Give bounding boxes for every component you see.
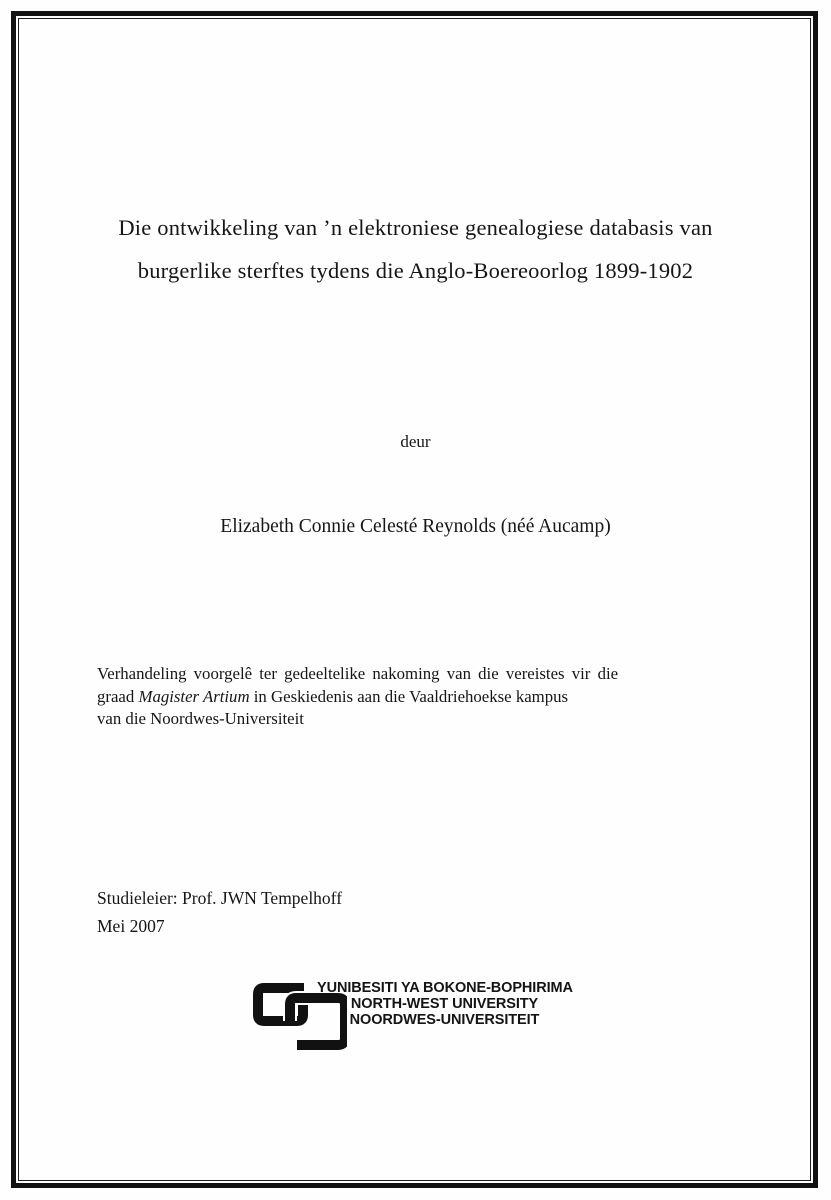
date-line: Mei 2007 bbox=[97, 916, 165, 936]
byline-label: deur bbox=[400, 432, 431, 451]
degree-statement-line2-pre: graad bbox=[97, 686, 139, 706]
supervisor-block bbox=[97, 884, 342, 940]
degree-statement-line3: van die Noordwes-Universiteit bbox=[97, 709, 304, 728]
logo-text-setswana: YUNIBESITI YA BOKONE-BOPHIRIMA bbox=[317, 980, 573, 996]
thesis-title-line1: Die ontwikkeling van ’n elektroniese genealogiese databasis van bbox=[118, 215, 713, 240]
supervisor-line: Studieleier: Prof. JWN Tempelhoff bbox=[97, 888, 343, 908]
thesis-title-line2: burgerlike sterftes tydens die Anglo-Boereoorlog 1899-1902 bbox=[137, 258, 694, 283]
degree-name-italic: Magister Artium bbox=[138, 686, 250, 706]
author-name: Elizabeth Connie Celesté Reynolds (néé Aucamp) bbox=[220, 516, 611, 537]
degree-statement-line1: Verhandeling voorgelê ter gedeeltelike nakoming van die vereistes vir die bbox=[97, 664, 619, 683]
university-logo-text bbox=[317, 980, 572, 1028]
logo-text-afrikaans: NOORDWES-UNIVERSITEIT bbox=[349, 1012, 540, 1028]
degree-statement-line2 bbox=[97, 686, 621, 709]
degree-statement-line2-post: in Geskiedenis aan die Vaaldriehoekse kampus bbox=[249, 686, 569, 706]
degree-statement bbox=[97, 663, 621, 731]
thesis-title bbox=[0, 206, 831, 292]
logo-text-english: NORTH-WEST UNIVERSITY bbox=[350, 996, 539, 1012]
